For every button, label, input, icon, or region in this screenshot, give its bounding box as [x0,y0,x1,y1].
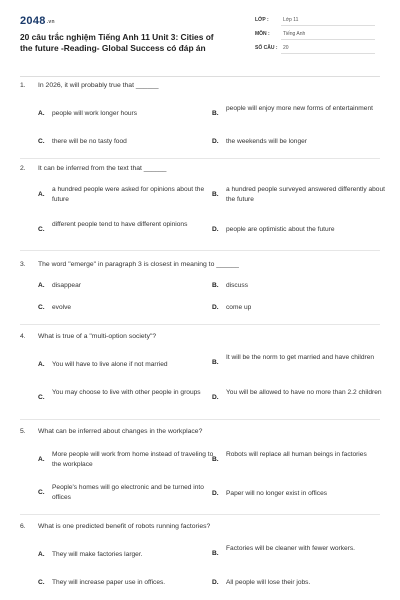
option-text: You will have to live alone if not married [52,361,168,368]
option-letter: A. [38,110,45,117]
option-text: different people tend to have different opinions [52,221,188,228]
meta-underline [281,53,375,54]
option-letter: D. [212,490,219,497]
question-number: 1. [20,82,26,89]
option-text: come up [226,304,252,311]
question-3 [20,261,380,321]
meta-underline [281,25,375,26]
question-text: What can be inferred about changes in the workplace? [38,428,203,435]
question-text: In 2026, it will probably true that ______ [38,82,159,89]
question-5 [20,428,380,508]
option-letter: A. [38,282,45,289]
meta-class-key: LỚP : [255,17,269,23]
option-text: a hundred people were asked for opinions about the future [52,186,205,203]
option-text: there will be no tasty food [52,138,127,145]
question-6 [20,523,380,598]
question-text: It can be inferred from the text that ______ [38,165,167,172]
question-4 [20,333,380,413]
question-text: What is one predicted benefit of robots running factories? [38,523,211,530]
option-text: Robots will replace all human beings in factories [226,451,367,458]
option-text: You may choose to live with other people in groups [52,389,201,396]
question-text: What is true of a "multi-option society"? [38,333,157,340]
option-letter: C. [38,304,45,311]
option-text: people will enjoy more new forms of entertainment [226,105,373,112]
option-text: You will be allowed to have no more than 2.2 children [226,389,382,396]
option-letter: C. [38,226,45,233]
question-number: 4. [20,333,26,340]
question-divider [20,250,380,251]
option-letter: D. [212,304,219,311]
option-letter: A. [38,456,45,463]
header-divider [20,76,380,77]
option-text: discuss [226,282,248,289]
option-text: a hundred people surveyed answered differently about the future [226,186,385,203]
option-letter: B. [212,359,219,366]
option-text: They will increase paper use in offices. [52,579,166,586]
site-logo[interactable] [20,15,55,27]
option-letter: A. [38,191,45,198]
meta-count-value: 20 [283,45,289,51]
option-letter: C. [38,394,45,401]
option-letter: D. [212,138,219,145]
option-text: evolve [52,304,72,311]
option-text: People's homes will go electronic and be turned into offices [52,484,204,501]
worksheet-header [0,0,400,70]
question-1 [20,82,380,152]
question-divider [20,158,380,159]
logo-suffix: .vn [46,19,55,25]
meta-class-value: Lớp 11 [283,17,299,23]
meta-subject-key: MÔN : [255,31,270,37]
option-letter: C. [38,579,45,586]
option-letter: B. [212,456,219,463]
option-letter: B. [212,191,219,198]
option-text: Factories will be cleaner with fewer workers. [226,545,355,552]
option-text: More people will work from home instead of traveling to the workplace [52,451,214,468]
option-letter: B. [212,550,219,557]
question-number: 2. [20,165,26,172]
question-divider [20,324,380,325]
option-text: It will be the norm to get married and have children [226,354,375,361]
option-text: Paper will no longer exist in offices [226,490,328,497]
option-letter: A. [38,551,45,558]
option-text: disappear [52,282,81,289]
meta-underline [281,39,375,40]
meta-subject-value: Tiếng Anh [283,31,306,37]
question-number: 5. [20,428,26,435]
option-text: They will make factories larger. [52,551,143,558]
option-letter: D. [212,394,219,401]
logo-text: 2048 [20,15,46,27]
option-letter: B. [212,110,219,117]
option-text: people are optimistic about the future [226,226,335,233]
question-number: 3. [20,261,26,268]
option-text: the weekends will be longer [226,138,308,145]
question-divider [20,514,380,515]
option-letter: C. [38,489,45,496]
question-text: The word "emerge" in paragraph 3 is closest in meaning to ______ [38,261,239,268]
question-number: 6. [20,523,26,530]
document-title: 20 câu trắc nghiệm Tiếng Anh 11 Unit 3: Cities of the future -Reading- Global Success có đáp án [20,32,214,53]
meta-count-key: SỐ CÂU : [255,45,278,51]
option-text: people will work longer hours [52,110,138,117]
question-divider [20,419,380,420]
option-letter: B. [212,282,219,289]
option-text: All people will lose their jobs. [226,579,311,586]
option-letter: D. [212,226,219,233]
option-letter: A. [38,361,45,368]
option-letter: D. [212,579,219,586]
question-2 [20,165,385,245]
option-letter: C. [38,138,45,145]
